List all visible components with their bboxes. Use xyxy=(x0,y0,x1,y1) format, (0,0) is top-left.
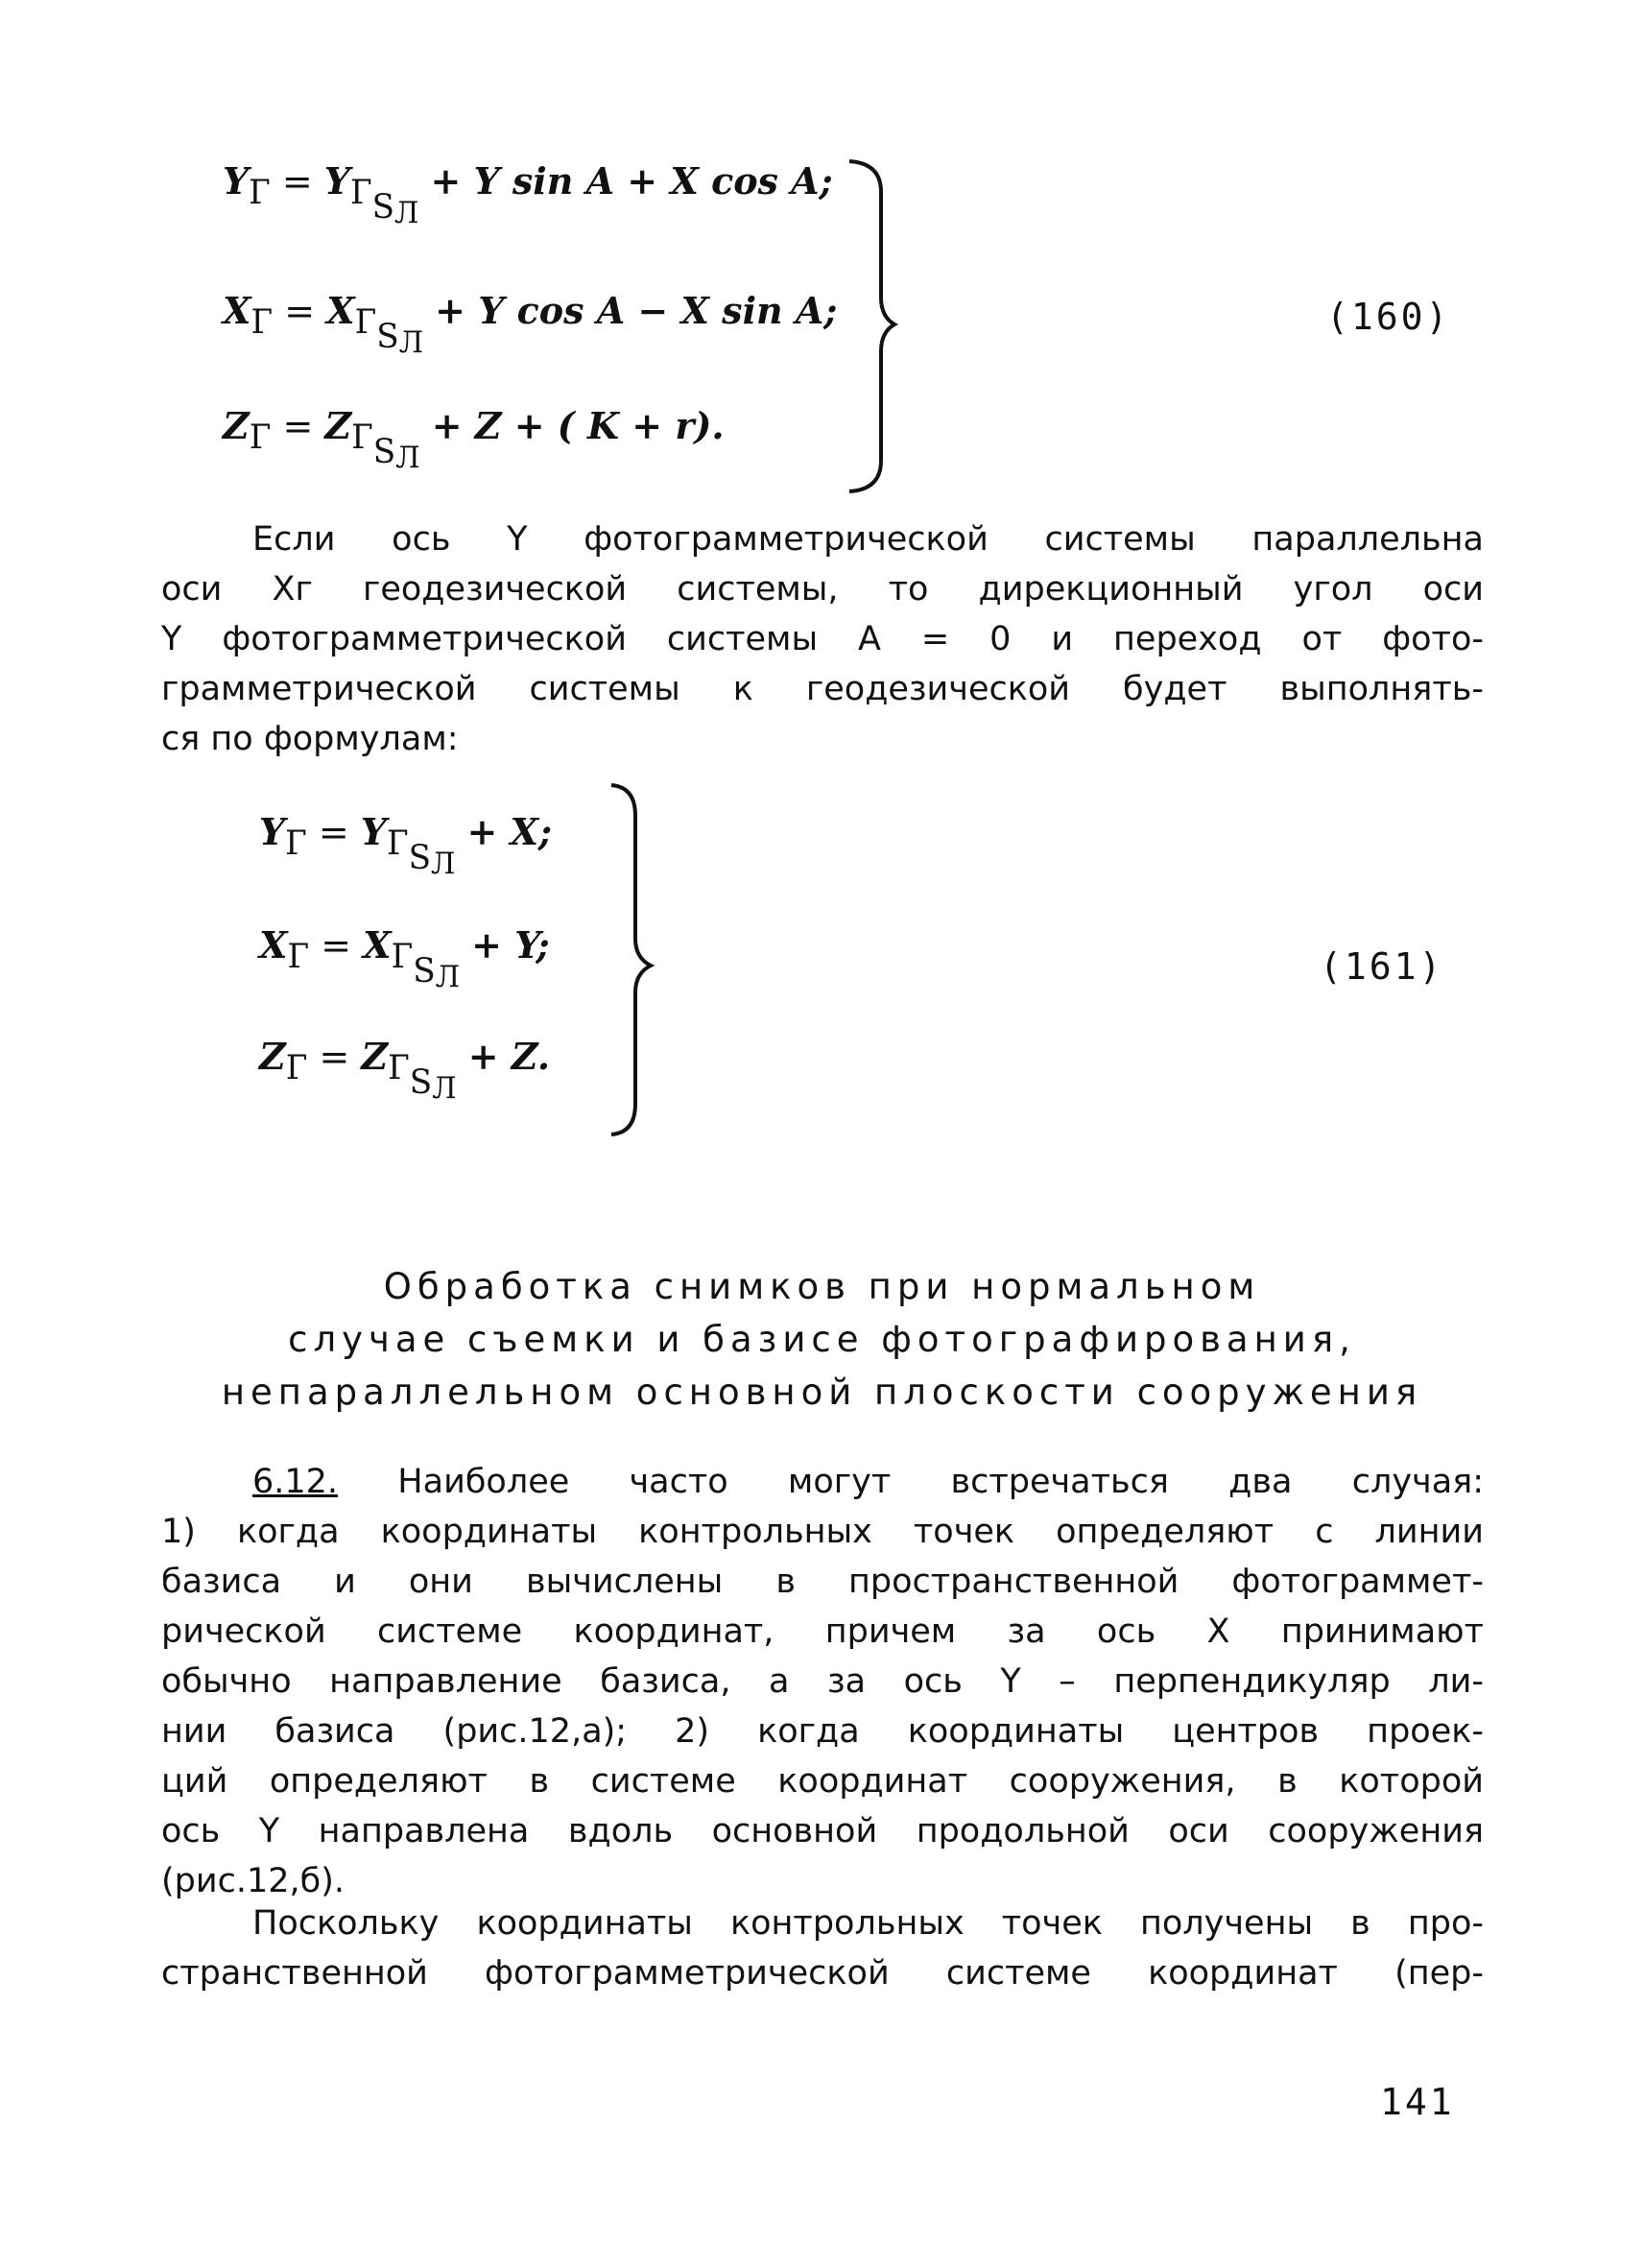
page-number: 141 xyxy=(1380,2081,1455,2123)
paragraph-3-line: Поскольку координаты контрольных точек получены в про- xyxy=(252,1904,1484,1943)
section-heading-line: Обработка снимков при нормальном xyxy=(383,1266,1261,1307)
paragraph-2 xyxy=(161,1457,1484,1906)
paragraph-2-line: 6.12. Наиболее часто могут встречаться два случая: xyxy=(252,1463,1484,1501)
equation-number-160: (160) xyxy=(1326,296,1451,338)
equation-number-161: (161) xyxy=(1320,945,1444,988)
paragraph-2-line: рической системе координат, причем за ось X принимают xyxy=(161,1612,1484,1651)
equation-161-line-3: ZГ = $ZГS_Л + Z$. xyxy=(259,1035,551,1107)
paragraph-1-line: Если ось Y фотограмметрической системы параллельна xyxy=(252,520,1484,559)
paragraph-3 xyxy=(161,1898,1484,1998)
paragraph-2-line: 1) когда координаты контрольных точек определяют с линии xyxy=(161,1513,1484,1551)
section-number: 6.12. xyxy=(252,1463,339,1501)
section-heading-line: непараллельном основной плоскости сооружения xyxy=(221,1372,1423,1413)
section-heading-line: случае съемки и базисе фотографирования, xyxy=(288,1319,1356,1360)
equation-160-line-2: XГ = $XГS_Л + Y$ cos A − X sin A; xyxy=(223,289,838,361)
paragraph-1-line: грамметрической системы к геодезической будет выполнять- xyxy=(161,670,1484,708)
paragraph-1 xyxy=(161,514,1484,764)
paragraph-2-line: ось Y направлена вдоль основной продольной оси сооружения xyxy=(161,1812,1484,1850)
paragraph-2-line: ций определяют в системе координат сооружения, в которой xyxy=(161,1762,1484,1801)
paragraph-1-line: Y фотограмметрической системы A = 0 и переход от фото- xyxy=(161,620,1484,658)
paragraph-2-line: (рис.12,б). xyxy=(161,1862,345,1900)
equation-161-line-2: XГ = $XГS_Л + Y$; xyxy=(259,923,550,995)
equation-160-plaintext xyxy=(0,0,1,1)
paragraph-2-line: нии базиса (рис.12,а); 2) когда координаты центров проек- xyxy=(161,1712,1484,1751)
equation-160-line-1: YГ = $YГS_Л + Y$ sin A + X cos A; xyxy=(223,159,833,231)
brace-161-icon xyxy=(607,777,674,1142)
paragraph-1-line: оси Xг геодезической системы, то дирекционный угол оси xyxy=(161,570,1484,609)
paragraph-3-line: странственной фотограмметрической системе координат (пер- xyxy=(161,1954,1484,1993)
brace-160-icon xyxy=(845,154,912,499)
paragraph-2-line: базиса и они вычислены в пространственной фотограммет- xyxy=(161,1563,1484,1601)
paragraph-2-line: обычно направление базиса, а за ось Y – перпендикуляр ли- xyxy=(161,1662,1484,1701)
equation-161-line-1: YГ = $YГS_Л + X$; xyxy=(259,810,553,882)
section-heading xyxy=(144,1260,1500,1419)
paragraph-1-line: ся по формулам: xyxy=(161,720,459,758)
equation-160-line-3: ZГ = $ZГS_Л + Z$ + ( K + r). xyxy=(223,404,725,476)
